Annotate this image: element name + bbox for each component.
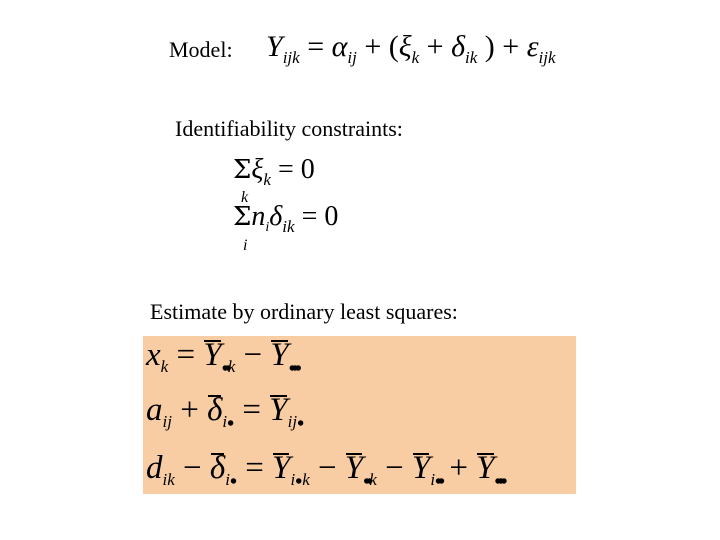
constraint-sum-index-k: k bbox=[241, 189, 249, 206]
model-equation: $Y_{ijk} = \alpha_{ij} + (\xi_k + \delta_{ik}$ ) + $\varepsilon_{ijk}$ bbox=[266, 30, 556, 67]
identifiability-label: Identifiability constraints: bbox=[175, 116, 403, 141]
estimate-label: Estimate by ordinary least squares: bbox=[150, 299, 458, 324]
estimate-equation-3: $d_{ik} - \delta_{i•} = Y_{i•k} - Y_{••k} - Y_{i••} + Y_{•••}$ bbox=[146, 450, 504, 493]
constraint-sum-index-i: i bbox=[243, 237, 248, 254]
constraint-sum-n-delta: $\Sigma n_i\delta_{ik} = 0$ bbox=[233, 201, 339, 236]
estimate-equation-1: $x_k = Y_{••k} - Y_{•••}$ bbox=[146, 337, 298, 380]
constraint-sum-xi: $\Sigma\xi_k = 0$ bbox=[233, 154, 315, 189]
estimate-equation-2: $a_{ij} + \delta_{i•} = Y_{ij•}$ bbox=[146, 392, 305, 435]
model-label: Model: bbox=[169, 37, 233, 62]
